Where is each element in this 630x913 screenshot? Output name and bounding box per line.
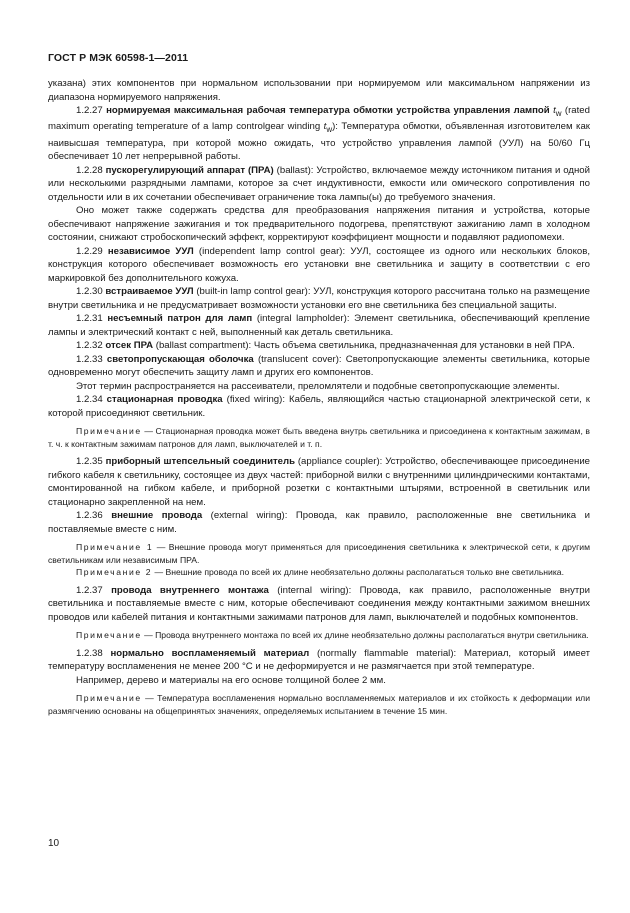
clause-1-2-34 xyxy=(48,393,590,420)
clause-number: 1.2.34 xyxy=(76,394,103,406)
clause-1-2-31 xyxy=(48,312,590,339)
clause-number: 1.2.32 xyxy=(76,340,103,352)
note-text: — Стационарная проводка может быть введена внутрь светильника и присоединена к контактным зажимам, в т. ч. к контактным зажимам патронов для ламп, выключателей и т. п. xyxy=(48,426,590,449)
clause-1-2-38-extra: Например, дерево и материалы на его основе толщиной более 2 мм. xyxy=(76,674,386,686)
clause-term: встраиваемое УУЛ xyxy=(105,286,194,298)
clause-text: (ballast): Устройство, включаемое между источником питания и одной или несколькими разрядными лампами, которое за счет индуктивности, емкости или омического сопротивления по отдельности или в их сочетании обеспечивает ограничение тока лампы(ы) до требуемого значения. xyxy=(48,164,590,203)
clause-number: 1.2.33 xyxy=(76,353,103,365)
clause-term: внешние провода xyxy=(111,510,203,522)
clause-number: 1.2.37 xyxy=(76,584,103,596)
clause-term: приборный штепсельный соединитель xyxy=(105,456,295,468)
symbol-subscript-w-inline: w xyxy=(326,125,333,135)
clause-1-2-27 xyxy=(48,104,590,164)
clause-1-2-28-extra: Оно может также содержать средства для преобразования напряжения питания и устройства, которые обеспечивают напряжение зажигания и ток предварительного подогрева, препятствуют зажиганию ламп в холодном состоянии, снижают стробоскопический эффект, корректируют коэффициент мощности и подавляют радиопомехи. xyxy=(48,205,590,244)
note-label: Примечание 2 xyxy=(76,567,153,578)
symbol-subscript-w: w xyxy=(555,108,562,118)
clause-text: (integral lampholder): Элемент светильника, обеспечивающий крепление лампы и электрический контакт с ней, выполненный как деталь светильника. xyxy=(48,313,591,338)
clause-term: независимое УУЛ xyxy=(107,245,194,257)
clause-number: 1.2.35 xyxy=(76,456,103,468)
symbol-t-inline: t xyxy=(323,121,327,133)
clause-1-2-37 xyxy=(48,584,590,625)
note-1-2-36-2 xyxy=(48,566,590,579)
clause-text: (independent lamp control gear): УУЛ, состоящее из одного или нескольких блоков, конструкция которого обеспечивает возможность его установки вне светильника и защиту в соответствии с его маркировкой без дополнительного кожуха. xyxy=(48,245,591,284)
note-text: — Температура воспламенения нормально воспламеняемых материалов и их стойкость к деформации или размягчению основаны на общепринятых значениях, определяемых испытанием в течение 15 мин. xyxy=(48,693,590,716)
clause-text: (appliance coupler): Устройство, обеспечивающее присоединение гибкого кабеля к светильнику, состоящее из двух частей: приборной вилки с внутренними цилиндрическими контактами, смонтированной на гибком кабеле, и приборной розетки с контактными штырями, встроенной в светильник или стационарно закрепленной на нем. xyxy=(48,456,591,508)
clause-text: (external wiring): Провода, как правило, расположенные вне светильника и поставляемые вместе с ним. xyxy=(48,510,590,535)
clause-text: (normally flammable material): Материал, который имеет температуру воспламенения не менее 200 °С и не деформируется и не размягчается при этой температуре. xyxy=(48,647,590,673)
symbol-tw xyxy=(553,105,561,116)
paragraph-continuation: указана) этих компонентов при нормальном использовании при нормируемом или максимальном напряжении из диапазона нормируемого напряжения. xyxy=(48,78,590,103)
note-text: — Провода внутреннего монтажа по всей их длине необязательно должны располагаться внутри светильника. xyxy=(141,630,589,641)
clause-term: пускорегулирующий аппарат (ПРА) xyxy=(105,164,274,176)
clause-number: 1.2.29 xyxy=(76,245,103,257)
clause-term: нормально воспламеняемый материал xyxy=(110,647,310,659)
note-1-2-36-1 xyxy=(48,541,590,566)
clause-text: (internal wiring): Провода, как правило, расположенные внутри светильника и поставляемые вместе с ним, которые обеспечивают соединения между контактными зажимом внешних проводов или кабелей питания и контактными зажимами патронов для ламп, выключателей и подобных компонентов. xyxy=(48,584,590,623)
clause-text: (translucent cover): Светопропускающие элементы светильника, которые одновременно могут обеспечить защиту ламп и других его компонентов. xyxy=(48,353,590,379)
clause-term: отсек ПРА xyxy=(105,340,154,352)
note-1-2-37 xyxy=(48,629,590,642)
note-label: Примечание 1 xyxy=(76,542,154,553)
page-content xyxy=(48,77,590,717)
note-text: — Внешние провода могут применяться для присоединения светильника к электрической сети, к другим светильникам или независимым ПРА. xyxy=(48,542,591,565)
clause-text: (built-in lamp control gear): УУЛ, конструкция которого рассчитана только на размещение внутри светильника и не предусматривает возможности установки его вне светильника без специальной защиты. xyxy=(48,286,590,311)
clause-1-2-33 xyxy=(48,353,590,380)
symbol-t: t xyxy=(553,105,556,116)
note-text: — Внешние провода по всей их длине необязательно должны располагаться только вне светильника. xyxy=(152,567,564,578)
clause-number: 1.2.30 xyxy=(76,286,103,298)
note-label: Примечание xyxy=(76,693,142,704)
note-1-2-34 xyxy=(48,425,590,450)
clause-number: 1.2.38 xyxy=(76,647,103,659)
clause-term: несъемный патрон для ламп xyxy=(107,313,253,325)
clause-text-part1: (rated maximum operating temperature of a lamp controlgear winding xyxy=(48,105,590,133)
clause-1-2-38 xyxy=(48,647,590,674)
clause-text-part2: ): Температура обмотки, объявленная изготовителем как наивысшая температура, при которой можно ожидать, что устройство управления лампой (УУЛ) на 50/60 Гц обеспечивает 10 лет непрерывной работы. xyxy=(48,121,590,163)
clause-number: 1.2.27 xyxy=(76,105,103,116)
clause-1-2-35 xyxy=(48,455,590,509)
clause-1-2-29 xyxy=(48,245,590,286)
note-1-2-38 xyxy=(48,692,590,717)
clause-number: 1.2.36 xyxy=(76,510,103,522)
clause-1-2-28 xyxy=(48,164,590,205)
clause-text: (ballast compartment): Часть объема светильника, предназначенная для установки в ней ПРА. xyxy=(153,340,575,352)
clause-number: 1.2.28 xyxy=(76,164,103,176)
clause-1-2-30 xyxy=(48,285,590,312)
clause-1-2-32 xyxy=(48,339,590,353)
clause-number: 1.2.31 xyxy=(76,313,103,325)
standard-header: ГОСТ Р МЭК 60598-1—2011 xyxy=(48,52,189,64)
clause-term: светопропускающая оболочка xyxy=(106,353,254,365)
clause-1-2-33-extra: Этот термин распространяется на рассеиватели, преломлятели и подобные светопропускающие элементы. xyxy=(76,380,560,392)
clause-1-2-36 xyxy=(48,509,590,536)
clause-text: (fixed wiring): Кабель, являющийся частью стационарной электрической сети, к которой присоединяют светильник. xyxy=(48,394,590,419)
clause-term: провода внутреннего монтажа xyxy=(111,584,269,596)
page-number: 10 xyxy=(48,838,60,849)
note-label: Примечание xyxy=(76,630,142,641)
note-label: Примечание xyxy=(76,426,142,437)
clause-term: нормируемая максимальная рабочая температура обмотки устройства управления лампой xyxy=(106,105,550,116)
clause-term: стационарная проводка xyxy=(106,394,223,406)
